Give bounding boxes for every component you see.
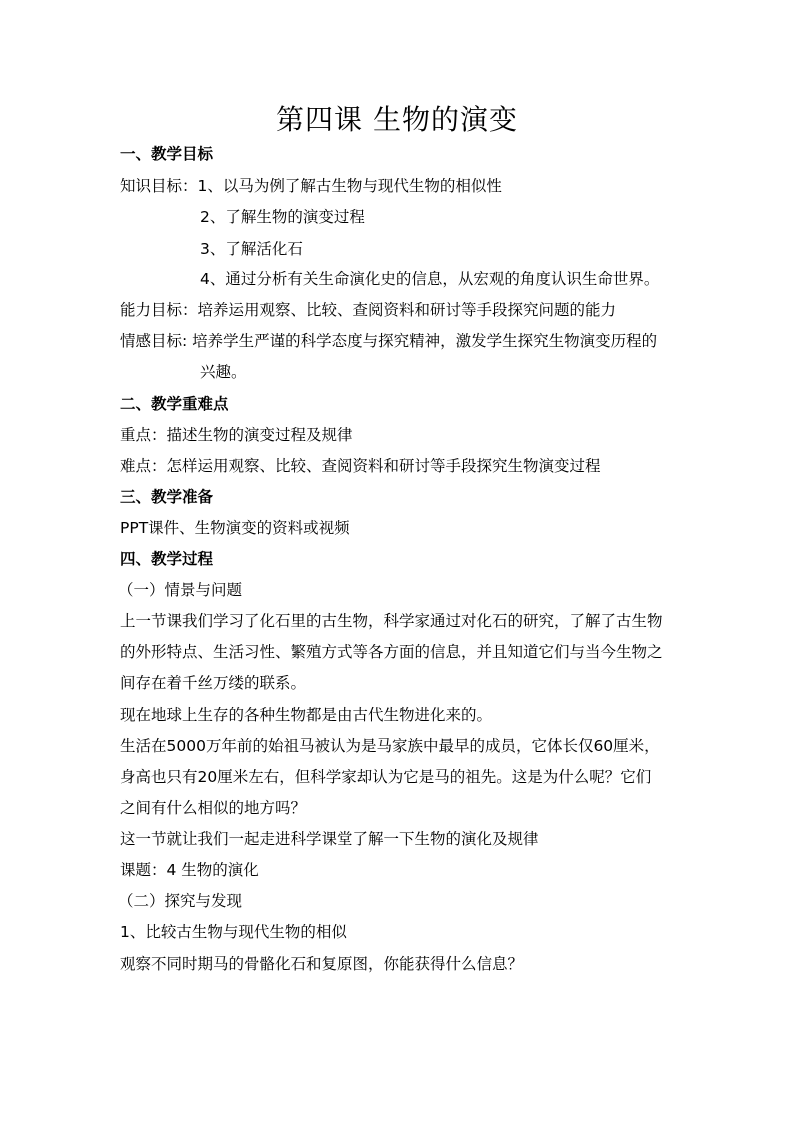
- difficulty-point: 难点：怎样运用观察、比较、查阅资料和研讨等手段探究生物演变过程: [120, 457, 601, 475]
- paragraph-2: 现在地球上生存的各种生物都是由古代生物进化来的。: [120, 706, 493, 724]
- section-heading-teaching-goals: 一、教学目标: [120, 145, 214, 163]
- knowledge-goal-4: 4、通过分析有关生命演化史的信息，从宏观的角度认识生命世界。: [200, 270, 660, 288]
- knowledge-goal-3: 3、了解活化石: [200, 240, 303, 258]
- subsection-exploration: （二）探究与发现: [118, 892, 243, 910]
- paragraph-3-line-2: 身高也只有20厘米左右，但科学家却认为它是马的祖先。这是为什么呢？它们: [120, 768, 652, 786]
- paragraph-1-line-2: 的外形特点、生活习性、繁殖方式等各方面的信息，并且知道它们与当今生物之: [120, 643, 663, 661]
- preparation-text: PPT课件、生物演变的资料或视频: [120, 519, 350, 537]
- page-title: 第四课 生物的演变: [276, 103, 518, 136]
- paragraph-3-line-1: 生活在5000万年前的始祖马被认为是马家族中最早的成员，它体长仅60厘米，: [120, 737, 660, 755]
- paragraph-1-line-1: 上一节课我们学习了化石里的古生物，科学家通过对化石的研究，了解了古生物: [120, 612, 663, 630]
- knowledge-goal-2: 2、了解生物的演变过程: [200, 208, 365, 226]
- section-heading-process: 四、教学过程: [120, 550, 214, 568]
- question-line: 观察不同时期马的骨骼化石和复原图，你能获得什么信息？: [120, 955, 524, 973]
- topic-line: 课题：4 生物的演化: [120, 861, 259, 879]
- section-heading-key-points: 二、教学重难点: [120, 395, 229, 413]
- emotion-goal-line-2: 兴趣。: [200, 363, 247, 381]
- ability-goal: 能力目标：培养运用观察、比较、查阅资料和研讨等手段探究问题的能力: [120, 301, 617, 319]
- item-1: 1、比较古生物与现代生物的相似: [120, 923, 347, 941]
- paragraph-1-line-3: 间存在着千丝万缕的联系。: [120, 674, 307, 692]
- subsection-scenario: （一）情景与问题: [118, 581, 243, 599]
- section-heading-preparation: 三、教学准备: [120, 488, 214, 506]
- knowledge-goal-1: 知识目标：1、以马为例了解古生物与现代生物的相似性: [120, 177, 502, 195]
- key-point: 重点：描述生物的演变过程及规律: [120, 426, 353, 444]
- paragraph-3-line-3: 之间有什么相似的地方吗？: [120, 799, 307, 817]
- emotion-goal-line-1: 情感目标: 培养学生严谨的科学态度与探究精神，激发学生探究生物演变历程的: [120, 332, 658, 350]
- paragraph-4: 这一节就让我们一起走进科学课堂了解一下生物的演化及规律: [120, 830, 539, 848]
